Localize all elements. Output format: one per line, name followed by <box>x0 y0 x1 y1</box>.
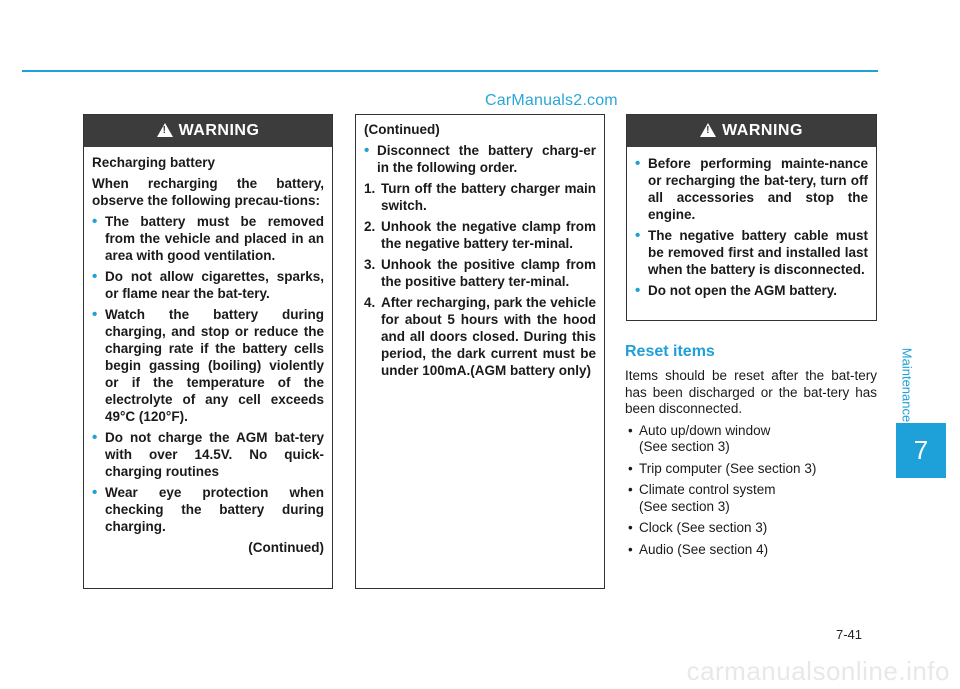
list-item: • The negative battery cable must be removed first and installed last when the battery is disconnected. <box>635 227 868 278</box>
list-item: • Disconnect the battery charg-er in the following order. <box>364 142 596 176</box>
chapter-tab: 7 <box>896 423 946 478</box>
step-text: Turn off the battery charger main switch. <box>381 181 596 213</box>
warning-title: Recharging battery <box>92 155 216 170</box>
warning-header-label: WARNING <box>722 122 803 139</box>
warning-intro: When recharging the battery, observe the following precau-tions: <box>92 176 324 208</box>
list-item <box>625 520 877 537</box>
step-number: 1. <box>364 181 376 196</box>
step-item <box>364 294 596 379</box>
list-item <box>625 461 877 478</box>
warning-header <box>627 115 876 147</box>
list-item <box>625 542 877 559</box>
warning-header-label: WARNING <box>178 122 260 139</box>
step-item <box>364 180 596 214</box>
list-item <box>625 423 877 456</box>
list-item: • Wear eye protection when checking the battery during charging. <box>92 484 324 535</box>
list-item: • Do not allow cigarettes, sparks, or flame near the bat-tery. <box>92 268 324 302</box>
step-text: Unhook the positive clamp from the positive battery ter-minal. <box>381 257 596 289</box>
watermark-top[interactable]: CarManuals2.com <box>485 92 618 109</box>
step-number: 3. <box>364 257 376 272</box>
warning-triangle-icon <box>700 123 716 137</box>
reset-section <box>625 368 877 563</box>
list-item: • Watch the battery during charging, and stop or reduce the charging rate if the battery cells begin gassing (boiling) violently or if the temperature of the electrolyte of any cell exceeds 49°C (120°F). <box>92 306 324 425</box>
page-number: 7-41 <box>836 627 863 642</box>
list-item: • Do not open the AGM battery. <box>635 282 868 299</box>
section-title: Reset items <box>625 343 715 360</box>
list-item <box>625 482 877 515</box>
step-text: After recharging, park the vehicle for about 5 hours with the hood and all doors closed. During this period, the dark current must be under 100mA.(AGM battery only) <box>381 295 596 378</box>
reset-item-label: Audio (See section 4) <box>639 541 769 557</box>
continued-label: (Continued) <box>248 540 324 555</box>
step-number: 4. <box>364 295 376 310</box>
reset-item-label: Clock (See section 3) <box>639 520 768 535</box>
list-item: • Do not charge the AGM bat-tery with over 14.5V. No quick-charging routines <box>92 429 324 480</box>
reset-item-label: Climate control system <box>639 482 776 497</box>
continued-heading: (Continued) <box>364 122 440 137</box>
warning-header <box>84 115 332 147</box>
list-item: • The battery must be removed from the vehicle and placed in an area with good ventilation. <box>92 213 324 264</box>
warning-triangle-icon <box>157 123 173 137</box>
list-item: • Before performing mainte-nance or recharging the bat-tery, turn off all accessories and stop the engine. <box>635 155 868 223</box>
step-number: 2. <box>364 219 376 234</box>
chapter-side-label-text: Maintenance <box>899 347 915 423</box>
header-rule <box>22 70 878 72</box>
reset-item-ref: (See section 3) <box>639 498 730 514</box>
reset-item-label: Trip computer (See section 3) <box>639 460 817 476</box>
reset-item-label: Auto up/down window <box>639 422 771 438</box>
chapter-side-label <box>898 340 916 430</box>
step-item <box>364 218 596 252</box>
step-text: Unhook the negative clamp from the negative battery ter-minal. <box>381 219 596 251</box>
reset-intro: Items should be reset after the bat-tery has been discharged or the bat-tery has been disconnected. <box>625 368 877 416</box>
continued-box <box>355 114 605 589</box>
warning-box-maintenance <box>626 114 877 321</box>
warning-box-recharging <box>83 114 333 589</box>
reset-item-ref: (See section 3) <box>639 439 730 454</box>
watermark-bottom: carmanualsonline.info <box>686 656 950 686</box>
step-item <box>364 256 596 290</box>
